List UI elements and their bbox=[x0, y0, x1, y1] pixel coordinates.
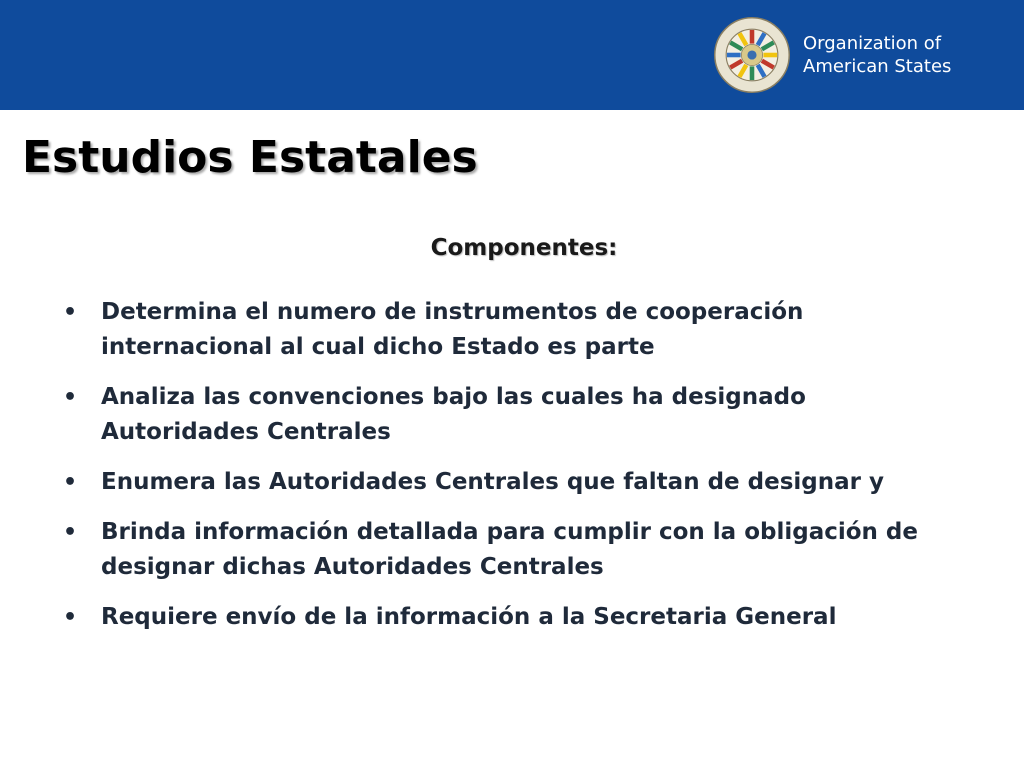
bullet-marker: • bbox=[62, 520, 78, 545]
oas-seal-icon bbox=[714, 17, 790, 93]
bullet-marker: • bbox=[62, 605, 78, 630]
subtitle-text: Componentes: bbox=[430, 235, 618, 261]
bullet-marker: • bbox=[62, 300, 78, 325]
slide-title: Estudios Estatales bbox=[22, 132, 478, 183]
bullet-text: Brinda información detallada para cumplir con la obligación de designar dichas Autoridades Centrales bbox=[101, 519, 918, 580]
slide-subtitle bbox=[0, 232, 1024, 264]
org-name-line-1: Organization of bbox=[803, 33, 942, 54]
bullet-item bbox=[60, 600, 960, 635]
bullet-item bbox=[60, 380, 960, 450]
bullet-text: Enumera las Autoridades Centrales que faltan de designar y bbox=[101, 469, 884, 495]
org-name bbox=[803, 32, 951, 78]
bullet-item bbox=[60, 465, 960, 500]
bullet-item bbox=[60, 295, 960, 365]
bullet-marker: • bbox=[62, 470, 78, 495]
bullet-text: Requiere envío de la información a la Secretaria General bbox=[101, 604, 837, 630]
bullet-text: Determina el numero de instrumentos de cooperación internacional al cual dicho Estado es parte bbox=[101, 299, 804, 360]
bullet-text: Analiza las convenciones bajo las cuales ha designado Autoridades Centrales bbox=[101, 384, 806, 445]
bullet-item bbox=[60, 515, 960, 585]
oas-logo bbox=[710, 13, 955, 97]
bullet-list bbox=[60, 295, 960, 650]
org-name-line-2: American States bbox=[803, 56, 952, 77]
bullet-marker: • bbox=[62, 385, 78, 410]
header-band bbox=[0, 0, 1024, 110]
